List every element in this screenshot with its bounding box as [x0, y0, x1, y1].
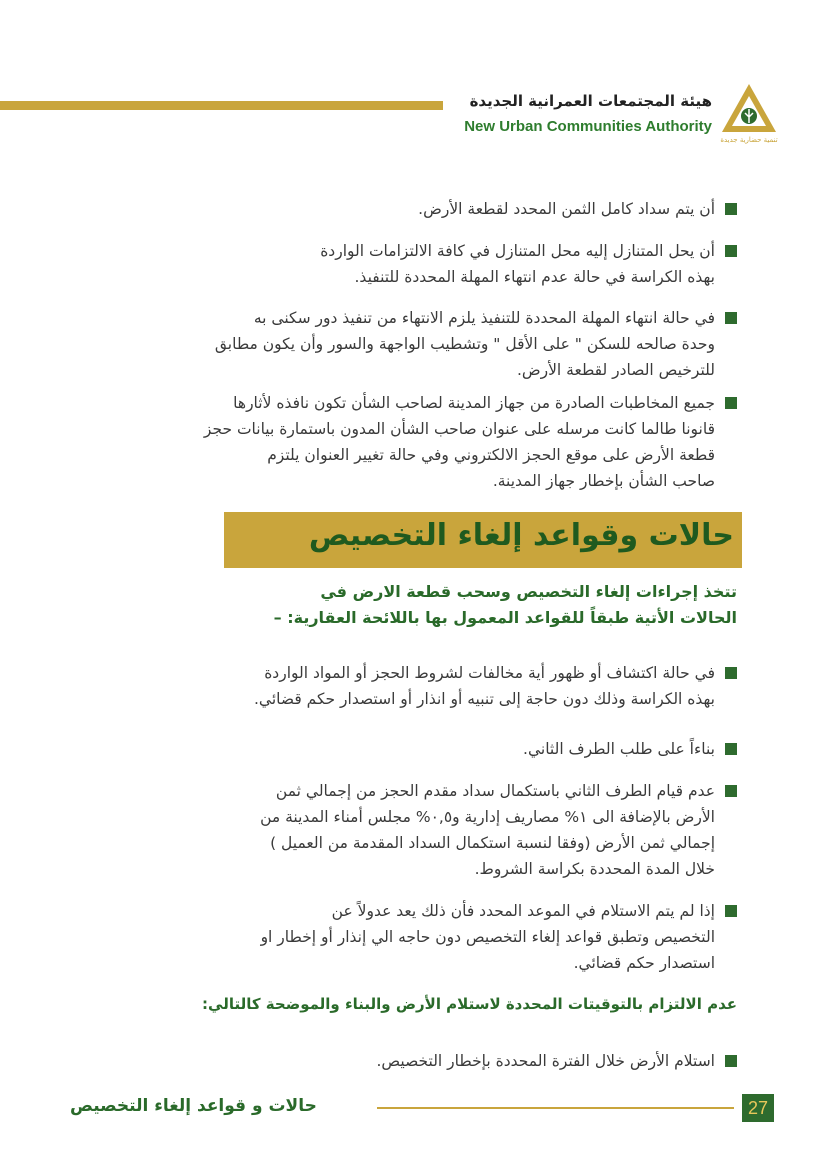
header-accent-bar	[0, 101, 443, 110]
list-item-line: قطعة الأرض على موقع الحجز الالكتروني وفي حالة تغيير العنوان يلتزم	[267, 446, 715, 464]
logo-caption: تنمية حضارية جديدة	[720, 136, 778, 144]
page-number: 27	[742, 1094, 774, 1122]
org-name-arabic: هيئة المجتمعات العمرانية الجديدة	[469, 92, 712, 110]
list-item-line: في حالة انتهاء المهلة المحددة للتنفيذ يلزم الانتهاء من تنفيذ دور سكنى به	[117, 305, 737, 331]
list-item-line: استصدار حكم قضائي.	[573, 954, 715, 972]
intro-line: الحالات الأتية طبقاً للقواعد المعمول بها باللائحة العقارية: –	[273, 608, 737, 627]
section-title-banner	[224, 512, 742, 568]
list-item-line: بهذه الكراسة في حالة عدم انتهاء المهلة المحددة للتنفيذ.	[354, 268, 715, 286]
list-item-line: وحدة صالحه للسكن " على الأقل " وتشطيب الواجهة والسور وأن يكون مطابق	[214, 335, 715, 353]
list-item	[117, 898, 737, 976]
list-item-line: في حالة اكتشاف أو ظهور أية مخالفات لشروط الحجز أو المواد الواردة	[117, 660, 737, 686]
footer-title: حالات و قواعد إلغاء التخصيص	[70, 1096, 317, 1116]
list-item	[117, 390, 737, 494]
list-item-line: إجمالي ثمن الأرض (وفقا لنسبة استكمال السداد المقدمة من العميل )	[270, 834, 715, 852]
list-item-line: أن يتم سداد كامل الثمن المحدد لقطعة الأرض.	[117, 196, 737, 222]
list-item-line: بناءاً على طلب الطرف الثاني.	[117, 736, 737, 762]
list-item-line: الأرض بالإضافة الى ١% مصاريف إدارية و٠,٥% مجلس أمناء المدينة من	[260, 808, 715, 826]
list-item	[117, 238, 737, 290]
list-item	[117, 736, 737, 762]
list-item-line: قانونا طالما كانت مرسله على عنوان صاحب الشأن المدون باستمارة بيانات حجز	[203, 420, 715, 438]
list-item-line: استلام الأرض خلال الفترة المحددة بإخطار التخصيص.	[117, 1048, 737, 1074]
list-item-line: بهذه الكراسة وذلك دون حاجة إلى تنبيه أو انذار أو استصدار حكم قضائي.	[254, 690, 715, 708]
list-item-line: صاحب الشأن بإخطار جهاز المدينة.	[492, 472, 715, 490]
section-title: حالات وقواعد إلغاء التخصيص	[308, 518, 734, 553]
list-item-line: أن يحل المتنازل إليه محل المتنازل في كافة الالتزامات الواردة	[117, 238, 737, 264]
list-item	[117, 778, 737, 882]
commitment-heading: عدم الالتزام بالتوقيتات المحددة لاستلام الأرض والبناء والموضحة كالتالي:	[202, 995, 737, 1013]
list-item	[117, 1048, 737, 1074]
list-item-line: التخصيص وتطبق قواعد إلغاء التخصيص دون حاجه الي إنذار أو إخطار او	[260, 928, 715, 946]
list-item	[117, 305, 737, 383]
intro-line: تتخذ إجراءات إلغاء التخصيص وسحب قطعة الارض في	[320, 582, 737, 601]
list-item-line: خلال المدة المحددة بكراسة الشروط.	[474, 860, 715, 878]
nuca-logo-icon	[720, 82, 778, 146]
list-item-line: للترخيص الصادر لقطعة الأرض.	[516, 361, 715, 379]
list-item-line: جميع المخاطبات الصادرة من جهاز المدينة لصاحب الشأن تكون نافذه لأثارها	[117, 390, 737, 416]
list-item-line: إذا لم يتم الاستلام في الموعد المحدد فأن ذلك يعد عدولاً عن	[117, 898, 737, 924]
org-name-english: New Urban Communities Authority	[464, 118, 712, 135]
list-item-line: عدم قيام الطرف الثاني باستكمال سداد مقدم الحجز من إجمالي ثمن	[117, 778, 737, 804]
list-item	[117, 196, 737, 222]
list-item	[117, 660, 737, 712]
footer-divider	[377, 1107, 734, 1109]
